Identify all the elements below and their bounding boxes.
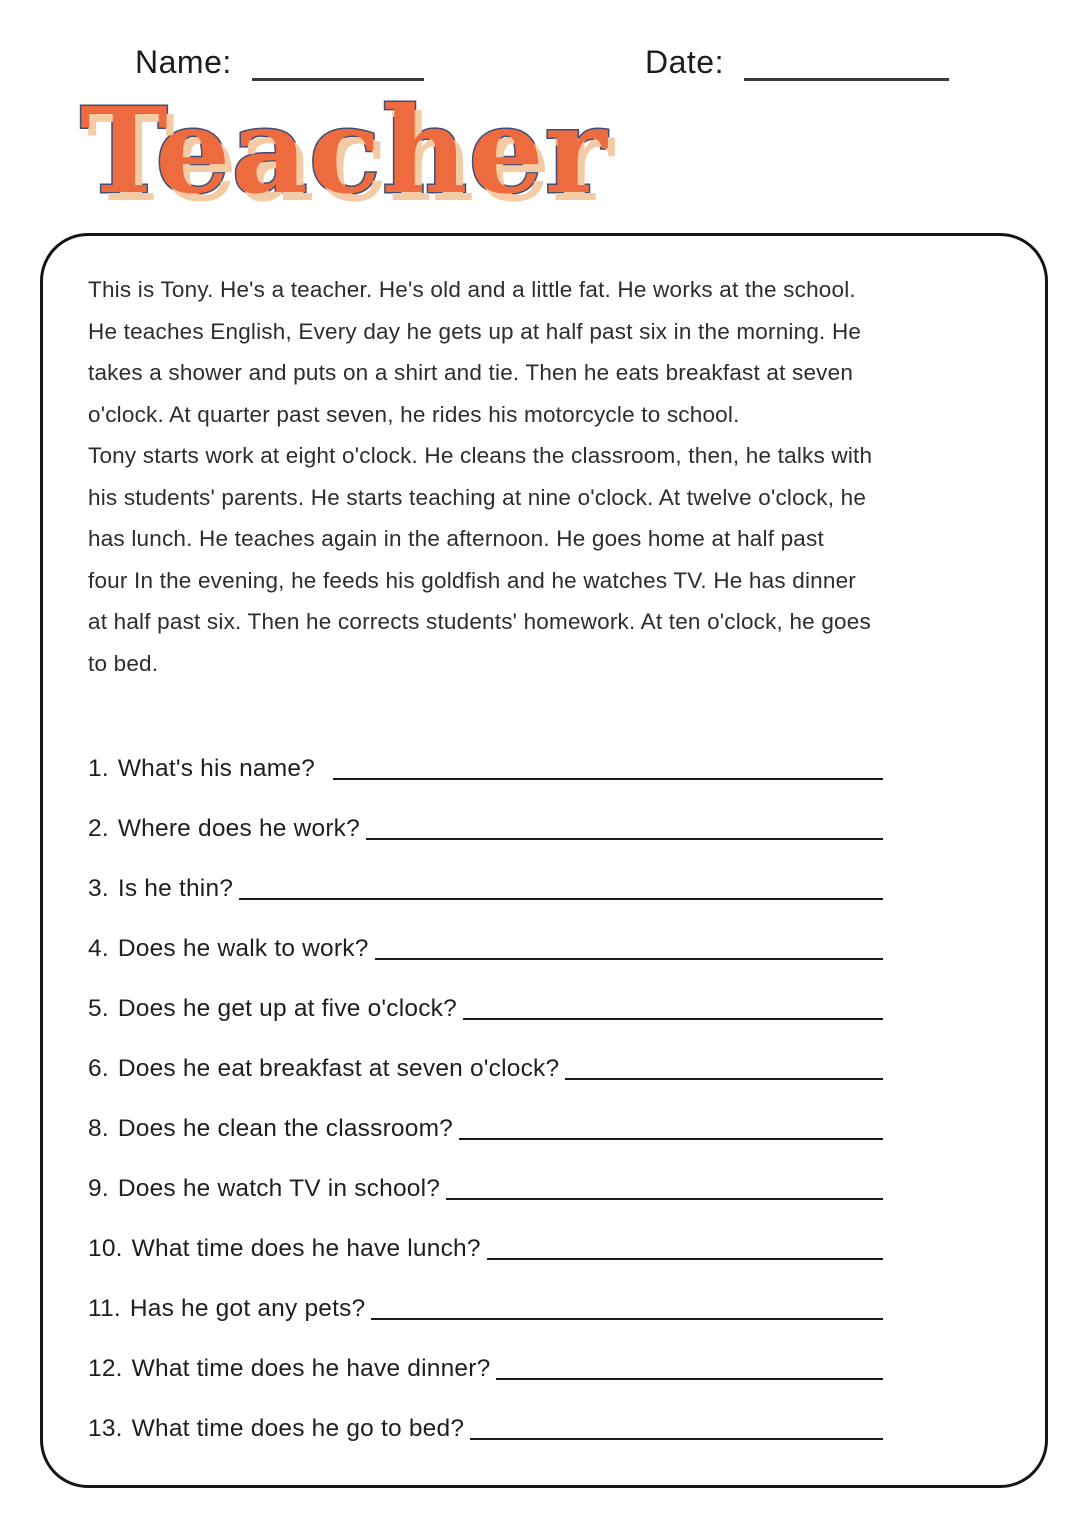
worksheet-title: Teacher [80, 81, 608, 220]
question-text: Is he thin? [117, 875, 234, 902]
answer-blank-9[interactable] [446, 1198, 883, 1200]
answer-blank-4[interactable] [375, 958, 883, 960]
question-row-1 [88, 754, 883, 783]
question-row-11 [88, 1294, 883, 1323]
passage-line: his students' parents. He starts teaching at nine o'clock. At twelve o'clock, he [88, 484, 867, 510]
answer-blank-10[interactable] [487, 1258, 883, 1260]
passage-line: He teaches English, Every day he gets up at half past six in the morning. He [88, 318, 862, 344]
passage-line: This is Tony. He's a teacher. He's old and a little fat. He works at the school. [88, 277, 856, 302]
answer-blank-6[interactable] [565, 1078, 883, 1080]
question-number: 2. [88, 815, 109, 842]
passage-line: Tony starts work at eight o'clock. He cleans the classroom, then, he talks with [88, 443, 873, 468]
question-row-10 [88, 1234, 883, 1263]
reading-card [40, 233, 1048, 1488]
question-row-12 [88, 1354, 883, 1383]
question-text: What's his name? [117, 755, 315, 782]
question-text: Does he clean the classroom? [117, 1115, 454, 1142]
question-text: What time does he go to bed? [131, 1415, 465, 1442]
question-number: 5. [88, 995, 109, 1022]
passage-line: has lunch. He teaches again in the afternoon. He goes home at half past [88, 526, 824, 551]
question-text: Where does he work? [117, 815, 360, 842]
date-field [645, 44, 949, 81]
question-row-8 [88, 1114, 883, 1143]
name-blank[interactable] [252, 48, 424, 81]
reading-passage [88, 269, 1045, 684]
date-label: Date: [645, 44, 724, 80]
answer-blank-8[interactable] [459, 1138, 883, 1140]
question-number: 12. [88, 1355, 123, 1382]
question-text: Does he watch TV in school? [117, 1175, 441, 1202]
question-number: 6. [88, 1055, 109, 1082]
question-number: 11. [88, 1295, 121, 1322]
question-row-3 [88, 874, 883, 903]
question-row-2 [88, 814, 883, 843]
answer-blank-13[interactable] [470, 1438, 883, 1440]
passage-line: at half past six. Then he corrects students' homework. At ten o'clock, he goes [88, 609, 871, 634]
question-number: 4. [88, 935, 109, 962]
answer-blank-11[interactable] [371, 1318, 883, 1320]
question-row-6 [88, 1054, 883, 1083]
questions-list [88, 754, 883, 1443]
passage-line: to bed. [88, 650, 159, 676]
name-label: Name: [135, 44, 232, 80]
question-row-9 [88, 1174, 883, 1203]
passage-line: takes a shower and puts on a shirt and tie. Then he eats breakfast at seven [88, 360, 854, 385]
question-row-13 [88, 1414, 883, 1443]
question-text: What time does he have lunch? [131, 1235, 481, 1262]
question-number: 1. [88, 755, 109, 782]
question-row-4 [88, 934, 883, 963]
question-text: Does he eat breakfast at seven o'clock? [117, 1055, 560, 1082]
answer-blank-12[interactable] [496, 1378, 883, 1380]
answer-blank-1[interactable] [333, 778, 883, 780]
question-number: 3. [88, 875, 109, 902]
question-number: 8. [88, 1115, 109, 1142]
question-number: 10. [88, 1235, 123, 1262]
answer-blank-5[interactable] [463, 1018, 883, 1020]
question-text: Does he walk to work? [117, 935, 369, 962]
passage-line: o'clock. At quarter past seven, he rides his motorcycle to school. [88, 401, 740, 427]
passage-line: four In the evening, he feeds his goldfish and he watches TV. He has dinner [88, 567, 857, 593]
answer-blank-2[interactable] [366, 838, 883, 840]
question-text: Does he get up at five o'clock? [117, 995, 457, 1022]
question-number: 13. [88, 1415, 123, 1442]
question-row-5 [88, 994, 883, 1023]
date-blank[interactable] [744, 48, 949, 81]
question-number: 9. [88, 1175, 109, 1202]
question-text: What time does he have dinner? [131, 1355, 491, 1382]
answer-blank-3[interactable] [239, 898, 883, 900]
name-field [135, 44, 424, 81]
question-text: Has he got any pets? [129, 1295, 366, 1322]
